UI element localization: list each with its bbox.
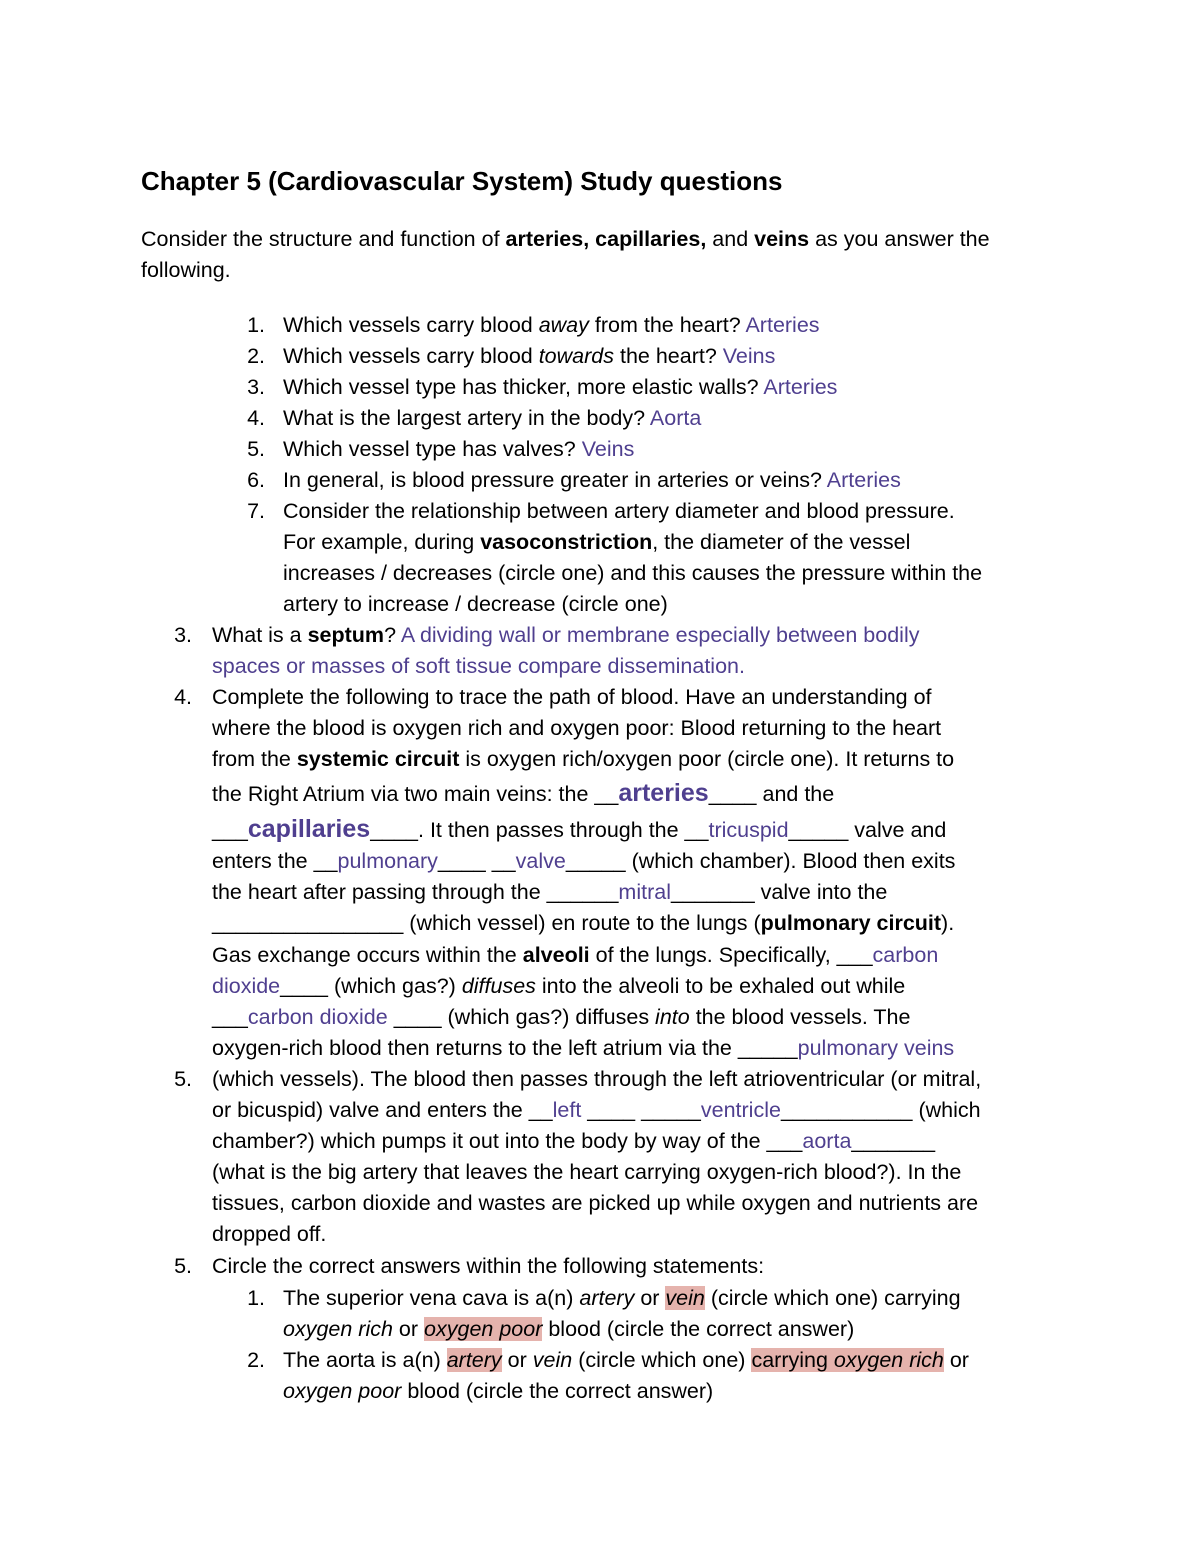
list-number: 4. — [174, 685, 192, 709]
answer-text: pulmonary veins — [797, 1036, 955, 1060]
question-7-line: For example, during vasoconstriction, the diameter of the vessel — [283, 530, 911, 554]
answer-text: aorta — [802, 1129, 852, 1153]
document-page: Chapter 5 (Cardiovascular System) Study questions Consider the structure and function of arteries, capillaries, and veins as you answer the following. 1. Which vessels carry blood away from the heart? Arteries 2. Which vessels carry blood towards the heart? Veins 3. Which vessel type has thicker, more elastic walls? Arteries 4. What is the largest artery in the body? Aorta 5. Which vessel type has valves? Veins 6. In general, is blood pressure greater in arteries or veins? Arteries 7. Consider the relationship between artery diameter and blood pressure. For example, during vasoconstriction, the diameter of the vessel increases / decreases (circle one) and this causes the pressure within the artery to increase / decrease (circle one) 3. What is a septum? A dividing wall or membrane especially between bodily spaces or masses of soft tissue compare dissemination. 4. Complete the following to trace the path of blood. Have an understanding of where the blood is oxygen rich and oxygen poor: Blood returning to the heart from the systemic circuit is oxygen rich/oxygen poor (circle one). It returns to the Right Atrium via two main veins: the __arteries____ and the ___capillaries____. It then passes through the __tricuspid_____ valve and enters the __pulmonary____ __valve_____ (which chamber). Blood then exits the heart after passing through the ______mitral_______ valve into the ________________ (which vessel) en route to the lungs (pulmonary circuit). Gas exchange occurs within the alveoli of the lungs. Specifically, ___carbon dioxide____ (which gas?) diffuses into the alveoli to be exhaled out while ___carbon dioxide ____ (which gas?) diffuses into the blood vessels. The oxygen-rich blood then returns to the left atrium via the _____pulmonary veins 5. (which vessels). The blood then passes through the left atrioventricular (or mitral, or bicuspid) valve and enters the __left ____ _____ventricle___________ (which chamber?) which pumps it out into the body by way of the ___aorta_______ (what is the big artery that leaves the heart carrying oxygen-rich blood?). In the tissues, carbon dioxide and wastes are picked up while oxygen and nutrients are dropped off. 5. Circle the correct answers within the following statements: 1. The superior vena cava is a(n) artery or vein (circle which one) carrying oxygen rich or oxygen poor blood (circle the correct answer) 2. The aorta is a(n) artery or vein (circle which one) carrying oxygen rich or oxygen poor blood (circle the correct answer) — [0, 0, 1200, 1553]
answer-text: arteries — [618, 779, 709, 807]
paragraph-line: from the systemic circuit is oxygen rich/oxygen poor (circle one). It returns to — [212, 747, 955, 771]
paragraph-line: ________________ (which vessel) en route to the lungs (pulmonary circuit). — [212, 911, 955, 935]
answer-text: Arteries — [763, 375, 838, 399]
paragraph-line: ___capillaries____. It then passes through the __tricuspid_____ valve and — [212, 815, 947, 843]
highlighted-answer: vein — [665, 1286, 705, 1310]
paragraph-line: enters the __pulmonary____ __valve_____ (which chamber). Blood then exits — [212, 849, 956, 873]
list-number: 7. — [247, 499, 265, 523]
paragraph-line: dioxide____ (which gas?) diffuses into the alveoli to be exhaled out while — [212, 974, 906, 998]
highlighted-answer: artery — [446, 1348, 502, 1372]
list-number: 3. — [247, 375, 265, 399]
list-number: 1. — [247, 1286, 265, 1310]
answer-text: A dividing wall or membrane especially between bodily — [400, 623, 920, 647]
paragraph-line: dropped off. — [212, 1222, 327, 1246]
answer-text: capillaries — [247, 815, 371, 843]
list-number: 5. — [174, 1067, 192, 1091]
answer-text: Arteries — [826, 468, 901, 492]
circle-statement-1-line: oxygen rich or oxygen poor blood (circle the correct answer) — [283, 1317, 855, 1341]
paragraph-line: or bicuspid) valve and enters the __left ____ _____ventricle___________ (which — [212, 1098, 981, 1122]
answer-text: Veins — [722, 344, 776, 368]
circle-statement-2-line: oxygen poor blood (circle the correct answer) — [283, 1379, 714, 1403]
list-number: 3. — [174, 623, 192, 647]
list-number: 5. — [174, 1254, 192, 1278]
answer-text: carbon dioxide — [247, 1005, 388, 1029]
answer-text: Arteries — [745, 313, 820, 337]
answer-text: left — [552, 1098, 582, 1122]
paragraph-line: chamber?) which pumps it out into the body by way of the ___aorta_______ — [212, 1129, 936, 1153]
answer-text: pulmonary — [337, 849, 438, 873]
answer-text: valve — [515, 849, 566, 873]
answer-text: mitral — [618, 880, 671, 904]
answer-text: tricuspid — [708, 818, 789, 842]
list-number: 2. — [247, 1348, 265, 1372]
paragraph-line: ___carbon dioxide ____ (which gas?) diffuses into the blood vessels. The — [212, 1005, 911, 1029]
list-number: 1. — [247, 313, 265, 337]
answer-text: dioxide — [212, 974, 281, 998]
answer-text: carbon — [872, 943, 939, 967]
highlighted-answer: carrying oxygen rich — [751, 1348, 944, 1372]
question-7-line: artery to increase / decrease (circle one) — [283, 592, 668, 616]
answer-text: ventricle — [700, 1098, 781, 1122]
answer-text: spaces or masses of soft tissue compare dissemination. — [212, 654, 745, 678]
answer-text: Veins — [581, 437, 635, 461]
paragraph-line: tissues, carbon dioxide and wastes are picked up while oxygen and nutrients are — [212, 1191, 979, 1215]
list-number: 6. — [247, 468, 265, 492]
intro-paragraph: Consider the structure and function of arteries, capillaries, and veins as you answer the following. — [141, 227, 990, 282]
question-7-line: increases / decreases (circle one) and this causes the pressure within the — [283, 561, 983, 585]
list-number: 4. — [247, 406, 265, 430]
paragraph-line: the Right Atrium via two main veins: the __arteries____ and the — [212, 779, 835, 807]
paragraph-line: oxygen-rich blood then returns to the left atrium via the _____pulmonary veins — [212, 1036, 955, 1060]
list-number: 5. — [247, 437, 265, 461]
page-title: Chapter 5 (Cardiovascular System) Study questions — [141, 166, 783, 196]
highlighted-answer: oxygen poor — [424, 1317, 543, 1341]
paragraph-line: (what is the big artery that leaves the heart carrying oxygen-rich blood?). In the — [212, 1160, 962, 1184]
paragraph-line: where the blood is oxygen rich and oxygen poor: Blood returning to the heart — [212, 716, 942, 740]
answer-text: Aorta — [649, 406, 702, 430]
paragraph-line: Gas exchange occurs within the alveoli of the lungs. Specifically, ___carbon — [212, 943, 939, 967]
list-number: 2. — [247, 344, 265, 368]
paragraph-line: the heart after passing through the ______mitral_______ valve into the — [212, 880, 888, 904]
